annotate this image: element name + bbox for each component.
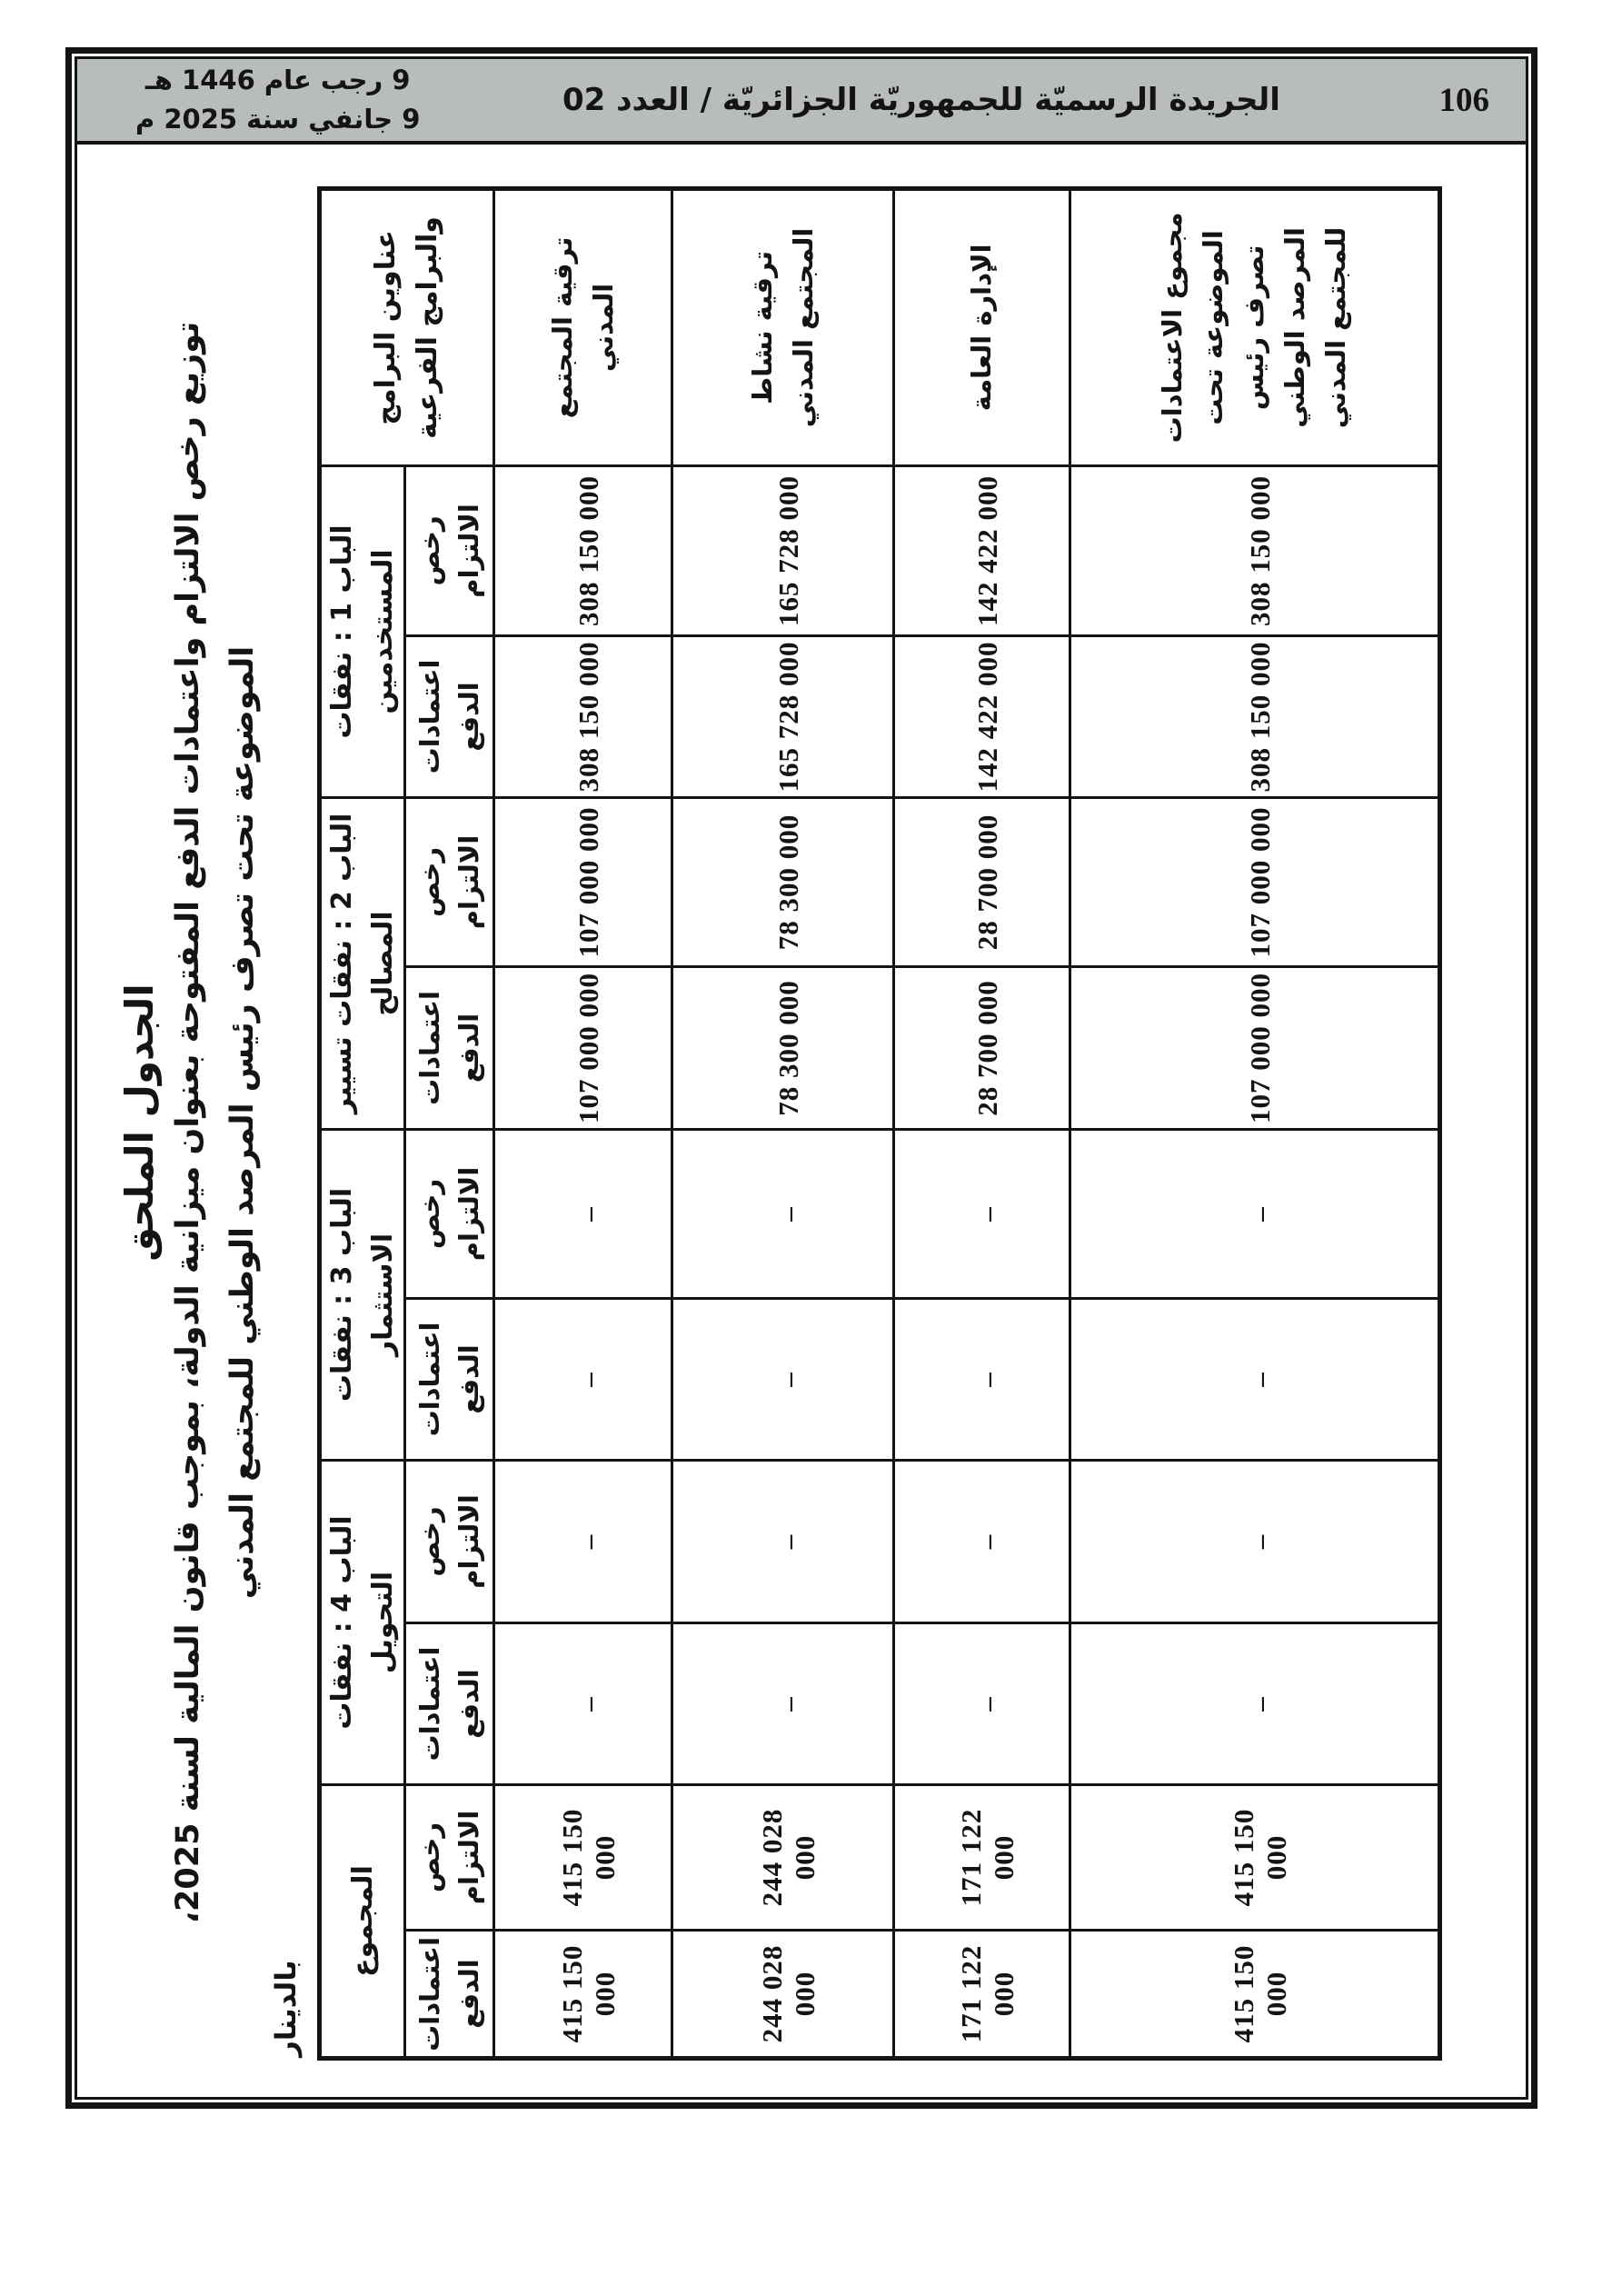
page-frame xyxy=(65,47,1537,2109)
table-row-subprogram-1 xyxy=(672,188,894,2058)
value-cell: 308 150 000 xyxy=(1070,635,1440,797)
value-cell: – xyxy=(494,1460,672,1622)
value-cell: – xyxy=(1070,1622,1440,1784)
value-cell: – xyxy=(494,1622,672,1784)
header-row-subcols xyxy=(405,188,494,2058)
value-cell: 78 300 000 xyxy=(672,966,894,1129)
subheader-pay: اعتمادات الدفع xyxy=(405,1930,494,2058)
table-row-total xyxy=(1070,188,1440,2058)
annex-subtitle-1: توزيع رخص الالتزام واعتمادات الدفع المفتوحة بعنوان ميزانية الدولة، بموجب قانون المالية لسنة 2025، xyxy=(170,321,206,1924)
value-cell: – xyxy=(672,1460,894,1622)
row-label: الإدارة العامة xyxy=(894,188,1070,465)
value-cell: – xyxy=(1070,1129,1440,1298)
subheader-commit: رخص الالتزام xyxy=(405,1784,494,1930)
value-cell: – xyxy=(894,1460,1070,1622)
subheader-commit: رخص الالتزام xyxy=(405,465,494,635)
value-cell: – xyxy=(1070,1460,1440,1622)
subheader-pay: اعتمادات الدفع xyxy=(405,635,494,797)
value-cell: – xyxy=(494,1129,672,1298)
row-label: مجموع الاعتمادات الموضوعة تحت تصرف رئيس المرصد الوطني للمجتمع المدني xyxy=(1070,188,1440,465)
subheader-pay: اعتمادات الدفع xyxy=(405,1622,494,1784)
group-header-chap1: الباب 1 : نفقات المستخدمين xyxy=(320,465,405,797)
value-cell: – xyxy=(1070,1298,1440,1460)
budget-table xyxy=(317,186,1442,2061)
value-cell: 415 150 000 xyxy=(494,1784,672,1930)
value-cell: 107 000 000 xyxy=(494,797,672,966)
annex-heading: الجدول الملحق xyxy=(117,983,162,1262)
subheader-commit: رخص الالتزام xyxy=(405,1460,494,1622)
value-cell: 244 028 000 xyxy=(672,1784,894,1930)
value-cell: 171 122 000 xyxy=(894,1930,1070,2058)
value-cell: 308 150 000 xyxy=(494,465,672,635)
masthead-title: الجريدة الرسميّة للجمهوريّة الجزائريّة / العدد 02 xyxy=(562,82,1280,118)
rotated-sheet-area xyxy=(77,148,1531,2097)
value-cell: 28 700 000 xyxy=(894,797,1070,966)
value-cell: – xyxy=(672,1298,894,1460)
value-cell: 171 122 000 xyxy=(894,1784,1070,1930)
annex-subtitle-2: الموضوعة تحت تصرف رئيس المرصد الوطني للمجتمع المدني xyxy=(224,645,261,1600)
value-cell: 165 728 000 xyxy=(672,635,894,797)
value-cell: 165 728 000 xyxy=(672,465,894,635)
value-cell: 28 700 000 xyxy=(894,966,1070,1129)
page-frame-inner xyxy=(75,56,1528,2100)
group-header-total: المجموع xyxy=(320,1784,405,2058)
value-cell: 107 000 000 xyxy=(1070,966,1440,1129)
table-row-subprogram-2 xyxy=(894,188,1070,2058)
value-cell: 415 150 000 xyxy=(494,1930,672,2058)
date-gregorian: 9 جانفي سنة 2025 م xyxy=(135,104,421,135)
subheader-commit: رخص الالتزام xyxy=(405,797,494,966)
value-cell: 244 028 000 xyxy=(672,1930,894,2058)
program-col-header: عناوين البرامج والبرامج الفرعية xyxy=(320,188,494,465)
group-header-chap2: الباب 2 : نفقات تسيير المصالح xyxy=(320,797,405,1129)
header-row-groups xyxy=(320,188,405,2058)
issue-dates xyxy=(135,61,420,140)
masthead-band xyxy=(77,59,1526,145)
value-cell: 415 150 000 xyxy=(1070,1784,1440,1930)
row-label: ترقية نشاط المجتمع المدني xyxy=(672,188,894,465)
value-cell: 107 000 000 xyxy=(494,966,672,1129)
subheader-pay: اعتمادات الدفع xyxy=(405,966,494,1129)
group-header-chap4: الباب 4 : نفقات التحويل xyxy=(320,1460,405,1784)
table-row-program xyxy=(494,188,672,2058)
currency-note: بالدينار xyxy=(270,1960,303,2057)
value-cell: 107 000 000 xyxy=(1070,797,1440,966)
subheader-commit: رخص الالتزام xyxy=(405,1129,494,1298)
group-header-chap3: الباب 3 : نفقات الاستثمار xyxy=(320,1129,405,1460)
value-cell: – xyxy=(894,1298,1070,1460)
value-cell: – xyxy=(894,1129,1070,1298)
value-cell: – xyxy=(672,1129,894,1298)
row-label: ترقية المجتمع المدني xyxy=(494,188,672,465)
value-cell: 308 150 000 xyxy=(494,635,672,797)
value-cell: – xyxy=(494,1298,672,1460)
value-cell: – xyxy=(894,1622,1070,1784)
subheader-pay: اعتمادات الدفع xyxy=(405,1298,494,1460)
page-number: 106 xyxy=(1438,81,1489,119)
value-cell: 415 150 000 xyxy=(1070,1930,1440,2058)
value-cell: 142 422 000 xyxy=(894,635,1070,797)
value-cell: 142 422 000 xyxy=(894,465,1070,635)
value-cell: – xyxy=(672,1622,894,1784)
value-cell: 78 300 000 xyxy=(672,797,894,966)
date-hijri: 9 رجب عام 1446 هـ xyxy=(144,64,411,95)
annex-sheet xyxy=(77,148,1531,2097)
value-cell: 308 150 000 xyxy=(1070,465,1440,635)
